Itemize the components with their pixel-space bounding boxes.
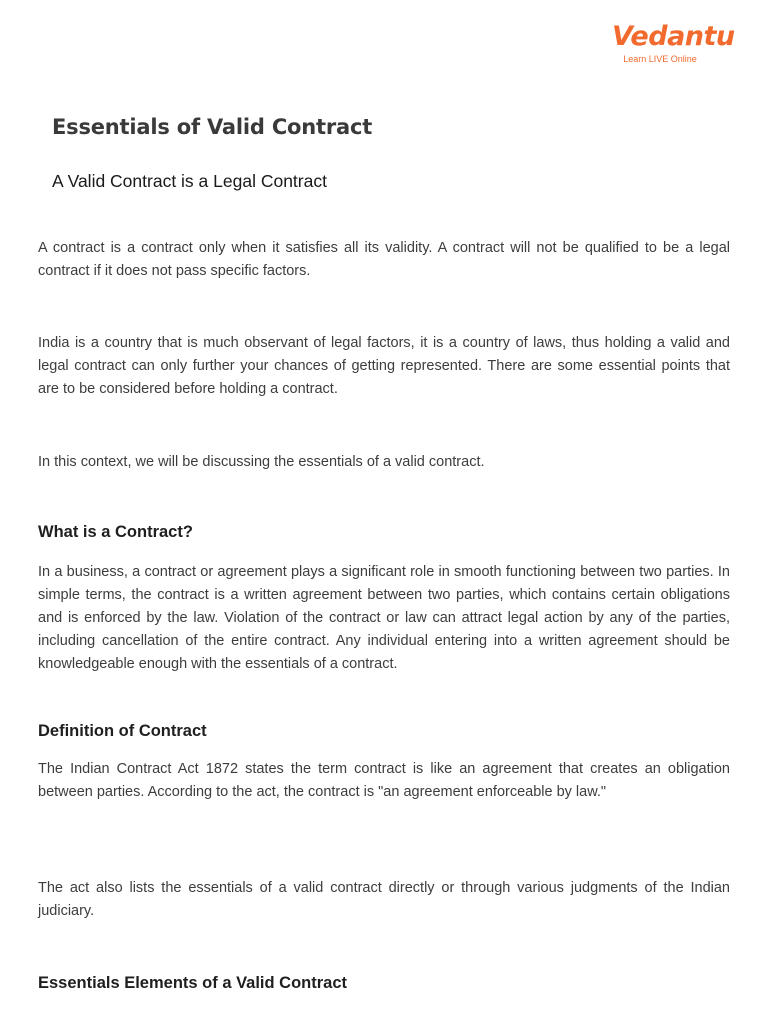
- logo-tagline: Learn LIVE Online: [623, 54, 697, 64]
- india-laws-paragraph: India is a country that is much observant of legal factors, it is a country of laws, thus holding a valid and legal contract can only further your chances of getting represented. There are some essential points that are to be considered before holding a contract.: [38, 335, 730, 397]
- section-heading-definition: Definition of Contract: [38, 722, 207, 740]
- context-paragraph: In this context, we will be discussing the essentials of a valid contract.: [38, 454, 485, 470]
- logo-wordmark: Vedantu: [612, 21, 735, 52]
- section-heading-essentials-elements: Essentials Elements of a Valid Contract: [38, 974, 348, 992]
- vedantu-logo: [612, 21, 735, 65]
- intro-paragraph: A contract is a contract only when it satisfies all its validity. A contract will not be qualified to be a legal contract if it does not pass specific factors.: [38, 240, 730, 279]
- act-lists-paragraph: The act also lists the essentials of a valid contract directly or through various judgments of the Indian judiciary.: [38, 880, 730, 919]
- page-subtitle: A Valid Contract is a Legal Contract: [52, 171, 327, 191]
- page-title: Essentials of Valid Contract: [52, 115, 373, 139]
- definition-paragraph: The Indian Contract Act 1872 states the term contract is like an agreement that creates an obligation between parties. According to the act, the contract is "an agreement enforceable by law.": [38, 761, 730, 800]
- what-is-contract-paragraph: In a business, a contract or agreement plays a significant role in smooth functioning between two parties. In simple terms, the contract is a written agreement between two parties, which contains certain obligations and is enforced by the law. Violation of the contract or law can attract legal action by any of the parties, including cancellation of the entire contract. Any individual entering into a written agreement should be knowledgeable enough with the essentials of a contract.: [38, 564, 730, 672]
- section-heading-what-is-contract: What is a Contract?: [38, 523, 193, 541]
